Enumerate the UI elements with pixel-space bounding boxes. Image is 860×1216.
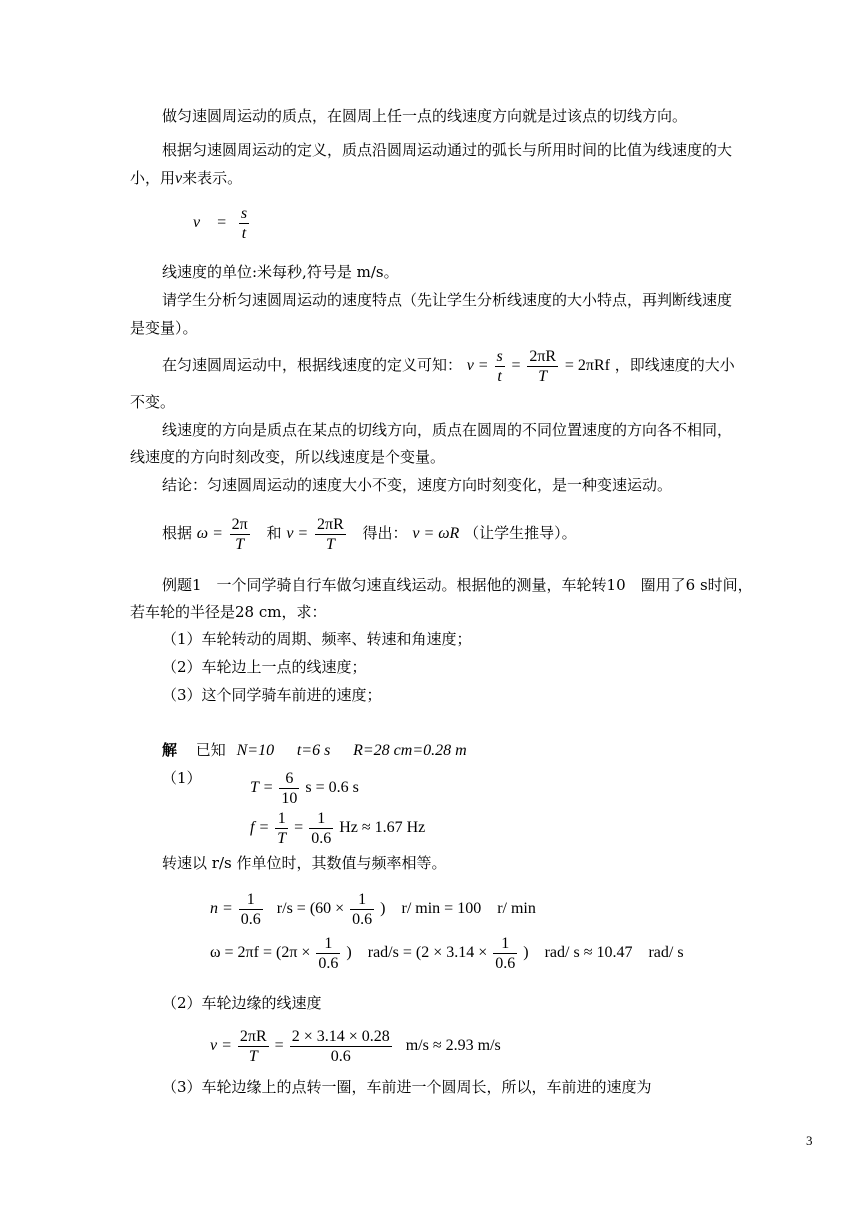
denominator: 0.6 (311, 829, 332, 847)
formula-lhs: v = (193, 214, 227, 232)
numerator: 1 (350, 890, 374, 910)
equals-sign: = (478, 357, 488, 374)
numerator: 2π (231, 515, 248, 533)
numerator: 1 (275, 809, 288, 829)
denominator: T (325, 535, 335, 553)
formula-period (250, 768, 359, 808)
formula-linear-velocity (210, 1025, 501, 1067)
paragraph-conclusion: 结论：匀速圆周运动的速度大小不变，速度方向时刻变化，是一种变速运动。 (162, 476, 673, 494)
denominator: T (235, 535, 245, 553)
question-2: （2）车轮边上一点的线速度； (162, 658, 367, 676)
numerator: 2πR (239, 1027, 267, 1045)
text-segment: 已知 (195, 741, 226, 759)
denominator: t (241, 225, 247, 242)
numerator: 1 (493, 934, 517, 954)
paragraph-tangent-direction: 做匀速圆周运动的质点，在圆周上任一点的线速度方向就是过该点的切线方向。 (162, 107, 688, 125)
formula-v-eq: v = (286, 525, 309, 542)
fraction-1-over-0.6 (316, 934, 340, 973)
paragraph-direction-line1: 线速度的方向是质点在某点的切线方向，质点在圆周的不同位置速度的方向各不相同， (162, 421, 733, 439)
formula-middle: r/s = (60 × (276, 900, 345, 917)
formula-v-omega-R: v = ωR (412, 525, 460, 542)
page-number: 3 (806, 1133, 813, 1148)
numerator: 1 (239, 890, 263, 910)
formula-middle: ) rad/s = (2 × 3.14 × (346, 944, 488, 961)
paragraph-linear-velocity-formula (162, 344, 735, 387)
text-segment: 得出： (362, 524, 408, 542)
formula-result: Hz ≈ 1.67 Hz (339, 819, 426, 836)
text-segment: ，即线速度的大小 (614, 356, 735, 374)
fraction-6-over-10 (279, 769, 299, 808)
equals-sign: = (511, 357, 521, 374)
solution-known (162, 740, 467, 761)
given-t: t=6 s (296, 742, 331, 759)
formula-2piRf: = 2πRf (564, 357, 610, 374)
denominator: t (497, 367, 502, 385)
denominator: 0.6 (330, 1047, 351, 1065)
paragraph-rotation-speed-note: 转速以 r/s 作单位时，其数值与频率相等。 (162, 854, 447, 872)
formula-v-equals-s-over-t (193, 204, 251, 243)
given-N: N=10 (236, 742, 275, 759)
formula-result: m/s ≈ 2.93 m/s (405, 1037, 501, 1054)
formula-result: ) r/ min = 100 r/ min (380, 900, 536, 917)
paragraph-derivation (162, 512, 577, 555)
formula-lhs: ω = 2πf = (2π × (210, 944, 311, 961)
denominator: 0.6 (240, 910, 261, 928)
fraction-2piR-over-T (527, 347, 558, 386)
numerator: s (496, 347, 503, 365)
formula-result: ) rad/ s ≈ 10.47 rad/ s (523, 944, 684, 961)
text-segment: 在匀速圆周运动中，根据线速度的定义可知： (162, 356, 463, 374)
paragraph-ask-line1: 请学生分析匀速圆周运动的速度特点（先让学生分析线速度的大小特点，再判断线速度 (162, 291, 733, 309)
question-1: （1）车轮转动的周期、频率、转速和角速度； (162, 630, 472, 648)
numerator: 2πR (317, 515, 344, 533)
paragraph-ask-line2: 是变量）。 (130, 319, 198, 337)
formula-omega-eq: ω = (196, 525, 223, 542)
paragraph-direction-line2: 线速度的方向时刻改变，所以线速度是个变量。 (130, 448, 446, 466)
text-segment: 和 (266, 524, 282, 542)
formula-frequency (250, 808, 425, 848)
example-statement-line1: 例题1 一个同学骑自行车做匀速直线运动。根据他的测量，车轮转10 圈用了6 s时间， (162, 576, 753, 594)
numerator: 1 (309, 809, 333, 829)
equals-sign: = (294, 819, 304, 836)
fraction-1-over-0.6 (309, 809, 333, 848)
numerator: 1 (316, 934, 340, 954)
formula-lhs: v = (210, 1037, 232, 1054)
denominator: 10 (281, 789, 298, 807)
denominator: T (248, 1047, 258, 1065)
symbol-v: v (466, 357, 474, 374)
fraction-1-over-T (275, 809, 288, 848)
fraction-1-over-0.6 (350, 890, 374, 929)
text-segment: 根据 (162, 524, 193, 542)
numerator: 2πR (529, 347, 557, 365)
text-segment: （让学生推导）。 (464, 524, 577, 542)
step-2-label: （2）车轮边缘的线速度 (162, 994, 322, 1012)
formula-lhs: f = (250, 819, 270, 836)
text-segment: 小，用 (130, 169, 176, 187)
paragraph-definition-line2 (130, 168, 242, 189)
fraction-2pi-over-T (230, 515, 250, 554)
fraction-s-over-t (239, 204, 249, 243)
denominator: 0.6 (352, 910, 373, 928)
formula-lhs: T = (250, 779, 274, 796)
equals-sign: = (274, 1037, 284, 1054)
formula-rotation-speed (210, 888, 536, 930)
step-3-label: （3）车轮边缘上的点转一圈，车前进一个圆周长，所以，车前进的速度为 (162, 1078, 652, 1096)
denominator: 0.6 (318, 954, 339, 972)
numerator: 2 × 3.14 × 0.28 (291, 1027, 390, 1045)
solution-label: 解 (162, 741, 178, 759)
question-3: （3）这个同学骑车前进的速度； (162, 686, 382, 704)
example-statement-line2: 若车轮的半径是28 cm，求： (130, 603, 327, 621)
denominator: T (277, 829, 287, 847)
symbol-v: v (175, 170, 183, 187)
given-R: R=28 cm=0.28 m (353, 742, 467, 759)
fraction-1-over-0.6 (493, 934, 517, 973)
numerator: 6 (279, 769, 299, 789)
fraction-1-over-0.6 (239, 890, 263, 929)
step-1-label: （1） (162, 769, 202, 787)
formula-result: s = 0.6 s (305, 779, 359, 796)
formula-lhs: n = (210, 900, 233, 917)
fraction-2piR-over-T (238, 1027, 269, 1066)
denominator: T (538, 367, 548, 385)
denominator: 0.6 (495, 954, 516, 972)
paragraph-definition-line1: 根据匀速圆周运动的定义，质点沿圆周运动通过的弧长与所用时间的比值为线速度的大 (162, 141, 733, 159)
text-segment: 来表示。 (182, 169, 243, 187)
fraction-numeric (290, 1027, 392, 1066)
formula-angular-velocity (210, 932, 684, 974)
numerator: s (240, 205, 248, 222)
fraction-s-over-t (495, 347, 505, 386)
paragraph-unchanged: 不变。 (130, 393, 176, 411)
fraction-2piR-over-T (315, 515, 346, 554)
paragraph-unit: 线速度的单位:米每秒,符号是 m/s。 (162, 263, 399, 281)
